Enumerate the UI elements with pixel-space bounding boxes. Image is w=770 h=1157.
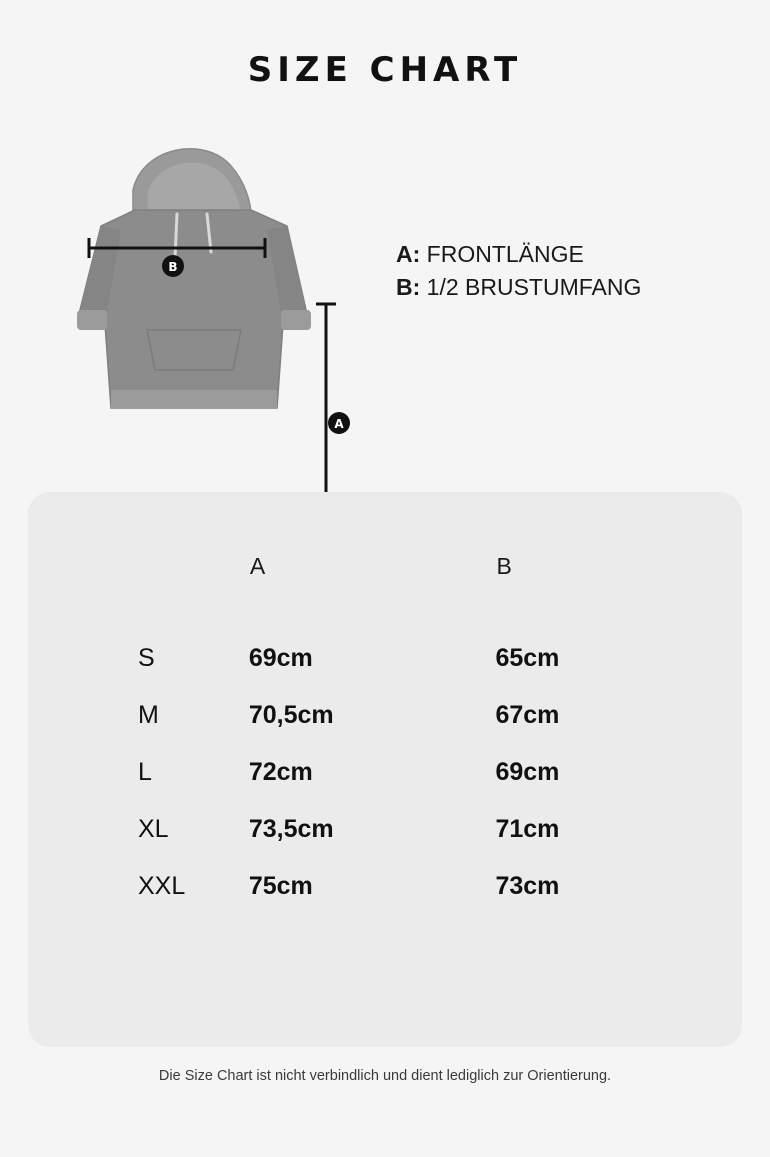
row-size-m: M — [138, 701, 159, 729]
header-a: A — [249, 553, 266, 579]
row-l-b: 69cm — [495, 758, 560, 786]
svg-text:B: B — [168, 260, 178, 274]
row-xl-a: 73,5cm — [248, 815, 334, 843]
footnote: Die Size Chart ist nicht verbindlich und dient lediglich zur Orientierung. — [158, 1068, 612, 1084]
header-size — [28, 552, 249, 630]
row-m-a: 70,5cm — [248, 701, 334, 729]
legend-text-a: FRONTLÄNGE — [426, 241, 584, 267]
row-l-a: 72cm — [248, 758, 313, 786]
row-size-xl: XL — [138, 815, 169, 843]
table-row — [28, 630, 742, 687]
legend-row-a — [396, 238, 641, 271]
row-size-l: L — [138, 758, 152, 786]
table-row — [28, 858, 742, 915]
row-m-b: 67cm — [495, 701, 560, 729]
row-size-s: S — [138, 644, 155, 672]
legend — [396, 238, 641, 304]
legend-key-a: A: — [396, 241, 421, 267]
row-xxl-a: 75cm — [248, 872, 313, 900]
row-xxl-b: 73cm — [495, 872, 560, 900]
legend-text-b: 1/2 BRUSTUMFANG — [426, 274, 642, 300]
size-table-card — [28, 492, 742, 1047]
illustration-area — [0, 108, 770, 468]
row-xl-b: 71cm — [495, 815, 560, 843]
legend-key-b: B: — [396, 274, 421, 300]
header-b: B — [496, 553, 512, 579]
svg-text:A: A — [334, 417, 344, 431]
table-header-row — [28, 552, 742, 630]
table-row — [28, 687, 742, 744]
table-row — [28, 744, 742, 801]
legend-row-b — [396, 271, 641, 304]
row-size-xxl: XXL — [138, 872, 186, 900]
row-s-b: 65cm — [495, 644, 560, 672]
hoodie-illustration — [55, 118, 325, 428]
table-row — [28, 801, 742, 858]
row-s-a: 69cm — [248, 644, 313, 672]
size-table — [28, 552, 742, 915]
page-title: SIZE CHART — [247, 50, 523, 90]
